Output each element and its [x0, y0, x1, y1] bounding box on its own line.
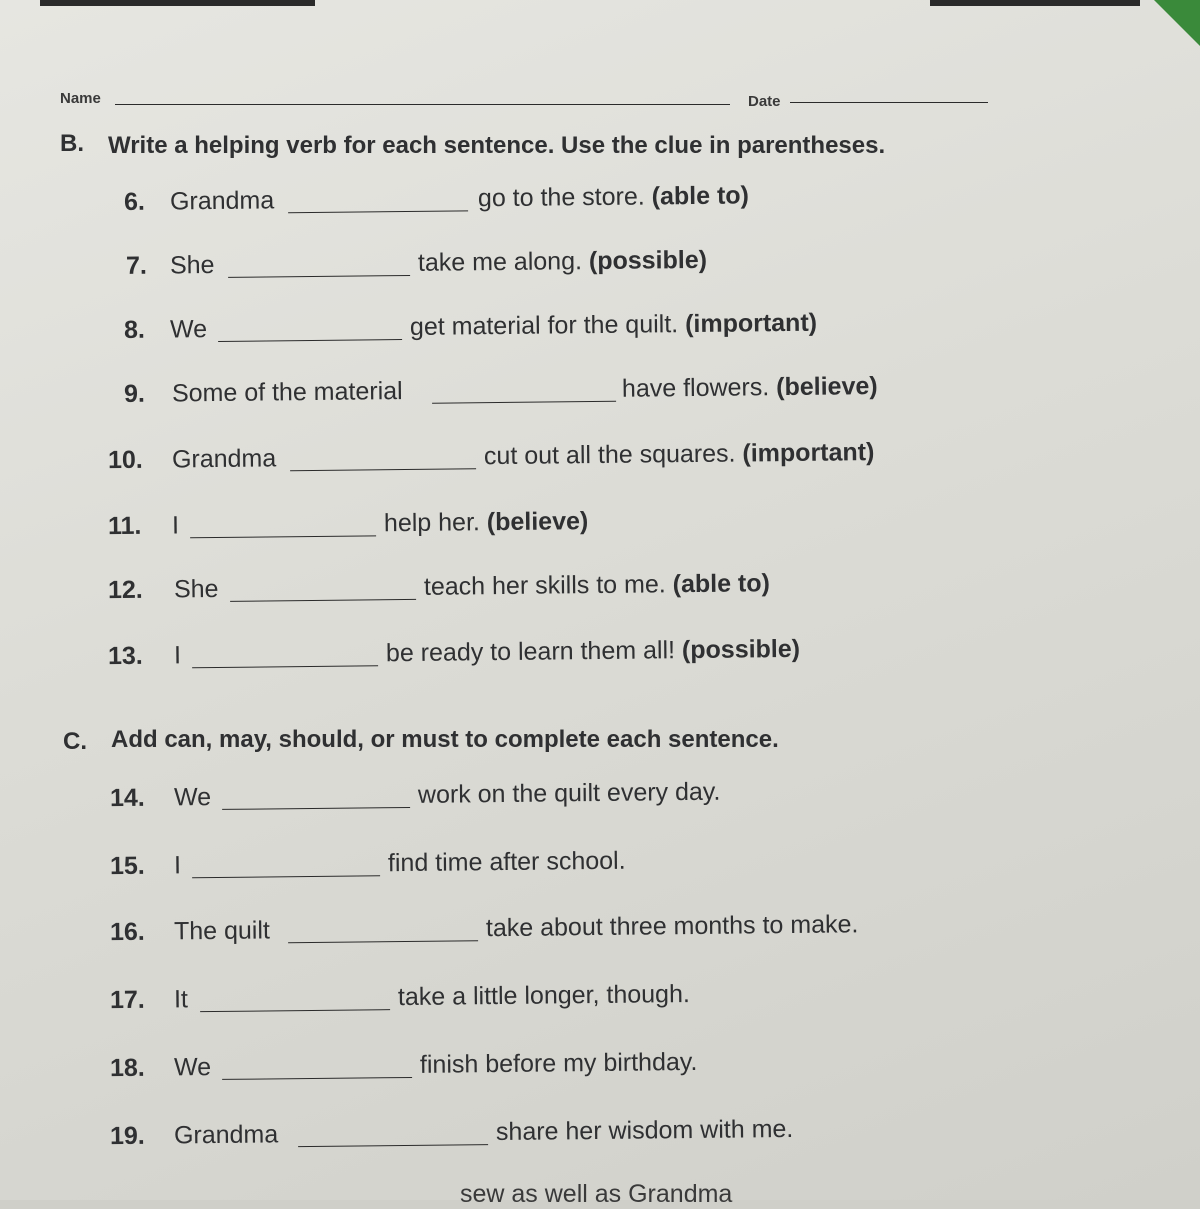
clue: (possible): [674, 634, 801, 665]
item-number: 7.: [125, 251, 147, 280]
item-number: 12.: [107, 575, 143, 605]
item-number: 18.: [109, 1053, 145, 1083]
item-number: 14.: [109, 783, 145, 813]
answer-blank[interactable]: [298, 1144, 488, 1147]
clue: (important): [678, 308, 818, 339]
answer-blank[interactable]: [432, 401, 616, 404]
answer-blank[interactable]: [222, 1077, 412, 1080]
name-field[interactable]: [115, 104, 730, 105]
answer-blank[interactable]: [222, 807, 410, 810]
sentence-end: have flowers. (believe): [621, 372, 878, 403]
sentence-start: I: [173, 641, 182, 670]
date-field[interactable]: [790, 102, 988, 103]
item-number: 9.: [123, 379, 145, 408]
sentence-end: work on the quilt every day.: [417, 777, 721, 809]
instruction-or: or: [370, 726, 395, 753]
answer-blank[interactable]: [230, 599, 416, 602]
clue: (believe): [769, 372, 878, 402]
sentence-start: It: [173, 985, 189, 1014]
item-number: 13.: [107, 641, 143, 671]
sentence-start: Grandma: [173, 1120, 279, 1150]
section-b-instruction: Write a helping verb for each sentence. Use the clue in parentheses.: [108, 132, 886, 159]
sentence-end: take a little longer, though.: [397, 980, 690, 1012]
instruction-words: can, may, should,: [164, 726, 364, 753]
top-border-left: [40, 0, 315, 6]
sentence-start: We: [169, 315, 208, 344]
clue: (able to): [644, 181, 750, 211]
binder-corner: [1154, 0, 1200, 46]
date-label: Date: [748, 93, 781, 110]
sentence-start: I: [171, 511, 180, 540]
sentence-end: teach her skills to me. (able to): [423, 569, 771, 601]
clue: (important): [735, 438, 875, 468]
item-number: 17.: [109, 985, 145, 1015]
answer-blank[interactable]: [288, 940, 478, 943]
answer-blank[interactable]: [218, 339, 402, 342]
answer-blank[interactable]: [288, 210, 468, 213]
name-label: Name: [60, 90, 101, 107]
answer-blank[interactable]: [228, 275, 410, 278]
top-border-right: [930, 0, 1140, 6]
answer-blank[interactable]: [290, 468, 476, 471]
sentence-start: I: [173, 851, 182, 880]
clue: (possible): [581, 245, 708, 276]
instruction-add: Add: [111, 726, 158, 753]
sentence-start: Grandma: [169, 186, 275, 216]
clue: (believe): [479, 507, 589, 537]
clue: (able to): [665, 569, 771, 599]
item-number: 6.: [123, 187, 145, 216]
sentence-start: Grandma: [171, 444, 277, 474]
sentence-end: be ready to learn them all! (possible): [385, 634, 801, 668]
sentence-end: find time after school.: [387, 846, 626, 878]
sentence-start: We: [173, 783, 212, 812]
item-number: 10.: [107, 445, 143, 475]
answer-blank[interactable]: [200, 1009, 390, 1012]
cutoff-text: sew as well as Grandma: [460, 1180, 733, 1208]
sentence-end: cut out all the squares. (important): [483, 438, 875, 471]
answer-blank[interactable]: [190, 535, 376, 538]
sentence-start: She: [169, 251, 215, 280]
sentence-start: The quilt: [173, 916, 271, 946]
item-number: 11.: [107, 511, 142, 541]
sentence-end: share her wisdom with me.: [495, 1114, 794, 1147]
sentence-end: take me along. (possible): [417, 245, 708, 277]
item-number: 15.: [109, 851, 145, 881]
answer-blank[interactable]: [192, 665, 378, 668]
instruction-must: must: [401, 726, 459, 753]
section-b-letter: B.: [60, 130, 84, 157]
sentence-end: finish before my birthday.: [419, 1047, 698, 1079]
item-number: 8.: [123, 315, 145, 344]
sentence-end: take about three months to make.: [485, 910, 859, 943]
section-c-letter: C.: [63, 728, 87, 755]
sentence-end: help her. (believe): [383, 507, 589, 538]
sentence-end: get material for the quilt. (important): [409, 308, 818, 341]
item-number: 19.: [109, 1121, 145, 1151]
instruction-rest: to complete each sentence.: [465, 726, 779, 753]
sentence-start: She: [173, 574, 219, 604]
sentence-end: go to the store. (able to): [477, 181, 750, 213]
item-number: 16.: [109, 917, 145, 947]
section-c-instruction: [111, 726, 779, 754]
answer-blank[interactable]: [192, 875, 380, 878]
sentence-start: We: [173, 1053, 212, 1082]
sentence-start: Some of the material: [171, 377, 403, 408]
